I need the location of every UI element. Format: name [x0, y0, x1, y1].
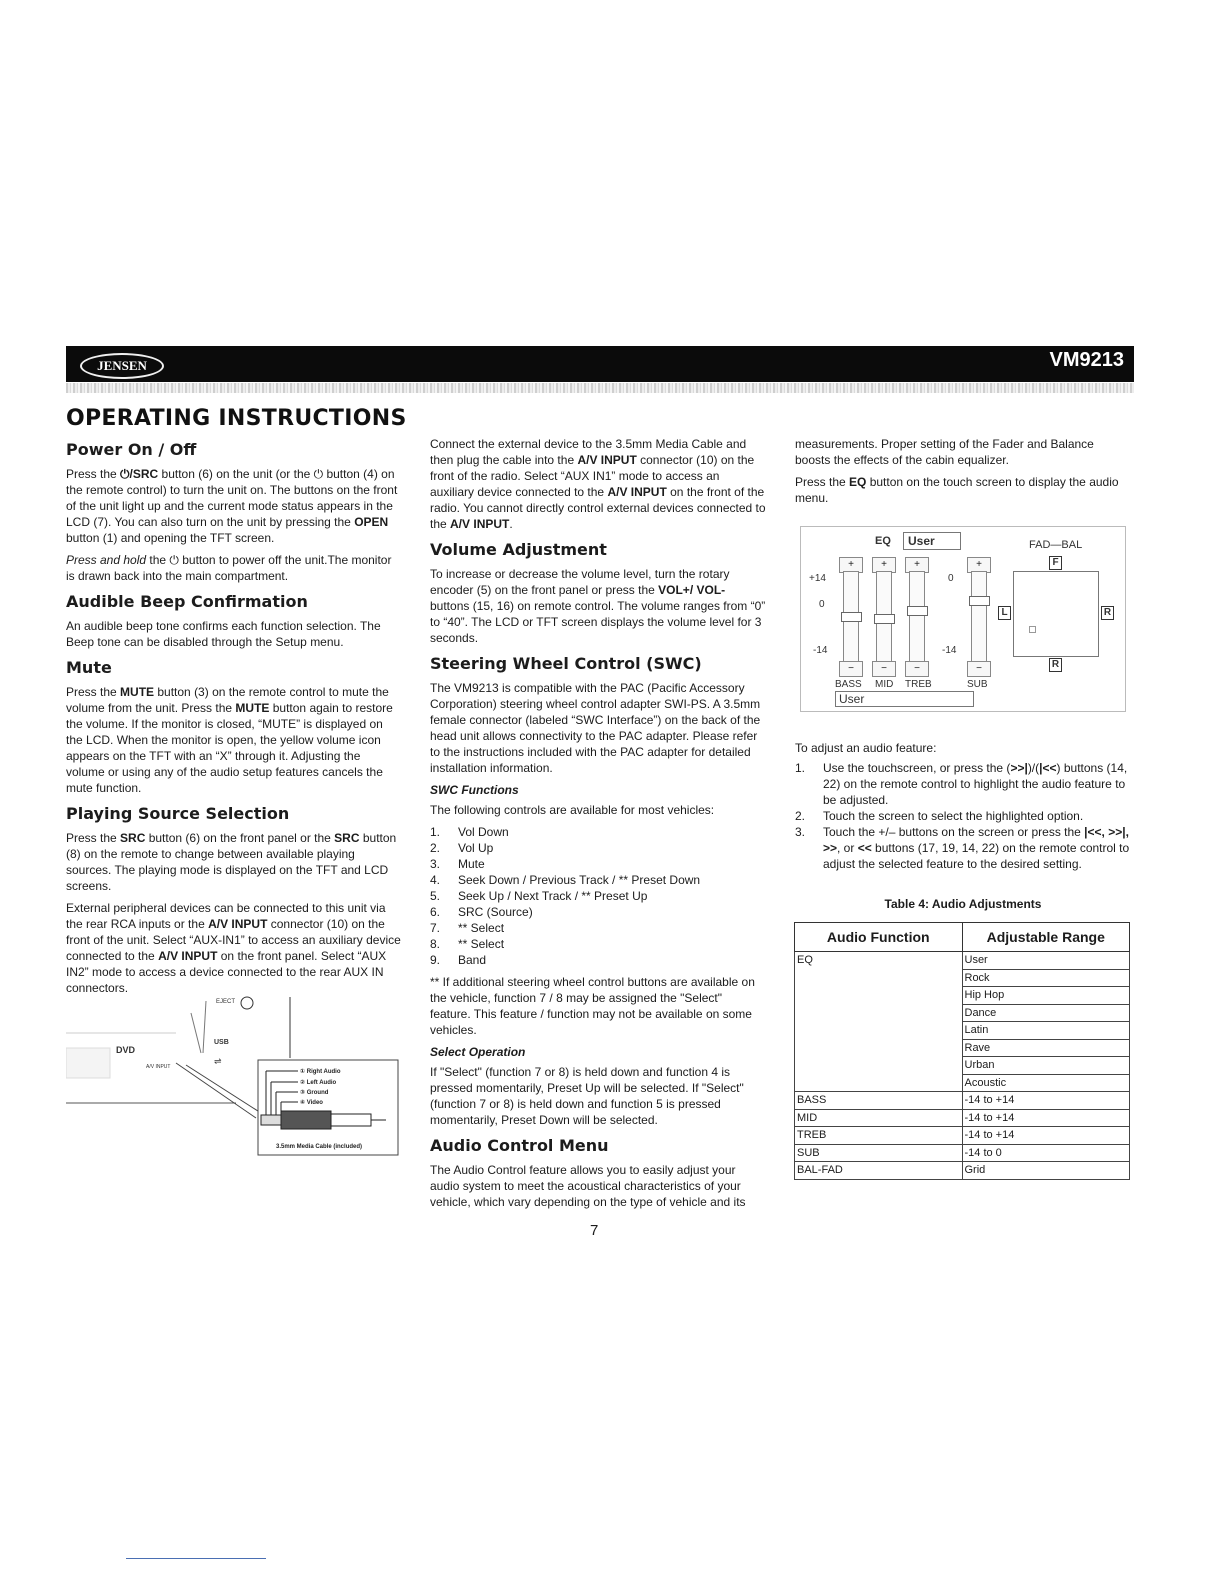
treb-label: TREB: [905, 679, 932, 690]
list-item: 1. Use the touchscreen, or press the (>>|)/(|<<) buttons (14, 22) on the remote control to highlight the audio feature to be adjusted.: [795, 761, 1128, 807]
list-item: 3. Touch the +/– buttons on the screen or press the |<<, >>|, >>, or << buttons (17, 19, 14, 22) on the remote control to adjust the selected feature to the desired setting.: [795, 825, 1130, 871]
column-2: [430, 436, 766, 1216]
sub-scale-zero: 0: [948, 573, 954, 584]
right-audio-label: ① Right Audio: [300, 1069, 341, 1075]
balance-left-button[interactable]: L: [998, 606, 1011, 620]
eq-preset-readout: User: [835, 691, 974, 707]
column-3: [795, 436, 1131, 512]
mid-minus-button[interactable]: −: [872, 661, 896, 677]
power-paragraph-1: Press the ⏻/SRC button (6) on the unit (or the ⏻ button (4) on the remote control) to turn the unit on. The buttons on the front of the unit light up and the current mode status appears in the LCD (7). You can also turn on the unit by pressing the OPEN button (1) and opening the TFT screen.: [66, 467, 398, 545]
table-cell: -14 to +14: [962, 1127, 1130, 1145]
footer-link-line: [126, 1558, 266, 1559]
table-cell: SUB: [795, 1144, 963, 1162]
table-cell: Rave: [962, 1039, 1130, 1057]
fader-balance-marker[interactable]: [1029, 626, 1036, 633]
table-row: [795, 1162, 1130, 1180]
table-row: [795, 952, 1130, 970]
sub-label: SUB: [967, 679, 988, 690]
video-label: ④ Video: [300, 1100, 323, 1106]
playing-paragraph-2: External peripheral devices can be connected to this unit via the rear RCA inputs or the A/V INPUT connector (10) on the front of the unit. Select “AUX-IN1” to access an auxiliary device connected to the A/V INPUT on the front panel. Select “AUX IN2” mode to access a device connected to the rear AUX IN connectors.: [66, 901, 401, 995]
swc-functions-intro: The following controls are available for most vehicles:: [430, 803, 715, 817]
av-input-diagram: [66, 993, 402, 1165]
page-number: 7: [590, 1222, 599, 1239]
bass-slider[interactable]: [843, 571, 859, 665]
list-item: 2. Vol Up: [430, 841, 494, 855]
sub-slider[interactable]: [971, 571, 987, 665]
bass-plus-button[interactable]: +: [839, 557, 863, 573]
model-number: VM9213: [1049, 349, 1124, 371]
audio-adjustments-table: [794, 922, 1130, 1180]
mid-plus-button[interactable]: +: [872, 557, 896, 573]
scale-minus14: -14: [813, 645, 828, 656]
adjust-steps: [795, 740, 1131, 872]
scale-plus14: +14: [809, 573, 826, 584]
table-header-row: [795, 923, 1130, 952]
table-cell: Hip Hop: [962, 987, 1130, 1005]
header-bar: [66, 346, 1134, 382]
left-audio-label: ② Left Audio: [300, 1080, 337, 1086]
usb-label: USB: [214, 1039, 229, 1046]
sub-plus-button[interactable]: +: [967, 557, 991, 573]
usb-icon: ⇌: [214, 1056, 222, 1066]
fader-balance-grid[interactable]: [1013, 571, 1099, 657]
swc-functions-heading: SWC Functions: [430, 783, 519, 797]
table-row: [795, 1092, 1130, 1110]
connect-paragraph: Connect the external device to the 3.5mm Media Cable and then plug the cable into the A/V INPUT connector (10) on the front of the radio. Select “AUX IN1” mode to access an auxiliary device connected to the A/V INPUT on the front of the radio. You cannot directly control external devices connected to the A/V INPUT.: [430, 437, 766, 531]
av-input-label: A/V INPUT: [146, 1064, 171, 1070]
dvd-logo: DVD: [116, 1045, 136, 1055]
fad-bal-label: FAD—BAL: [1029, 539, 1083, 551]
list-item: 2. Touch the screen to select the highlighted option.: [795, 809, 1084, 823]
column-1: [66, 432, 402, 1002]
table-cell: Dance: [962, 1004, 1130, 1022]
table-cell: TREB: [795, 1127, 963, 1145]
eject-label: EJECT: [216, 999, 236, 1005]
list-item: 5. Seek Up / Next Track / ** Preset Up: [430, 889, 648, 903]
ground-label: ③ Ground: [300, 1090, 329, 1096]
adjust-intro: To adjust an audio feature:: [795, 741, 937, 755]
bass-slider-knob[interactable]: [841, 612, 862, 622]
table-cell: Latin: [962, 1022, 1130, 1040]
list-item: 7. ** Select: [430, 921, 505, 935]
eq-panel: [800, 526, 1126, 712]
beep-paragraph: An audible beep tone confirms each function selection. The Beep tone can be disabled through the Setup menu.: [66, 619, 381, 649]
table-cell: MID: [795, 1109, 963, 1127]
table-cell: User: [962, 952, 1130, 970]
audio-menu-heading: Audio Control Menu: [430, 1136, 609, 1155]
mute-heading: Mute: [66, 658, 112, 677]
list-item: 4. Seek Down / Previous Track / ** Preset Down: [430, 873, 701, 887]
header-audio-function: Audio Function: [795, 923, 963, 952]
list-item: 6. SRC (Source): [430, 905, 533, 919]
table-row: [795, 1109, 1130, 1127]
list-item: 9. Band: [430, 953, 487, 967]
table-cell: -14 to 0: [962, 1144, 1130, 1162]
mid-slider[interactable]: [876, 571, 892, 665]
table-caption: Table 4: Audio Adjustments: [884, 897, 1042, 911]
bass-minus-button[interactable]: −: [839, 661, 863, 677]
playing-paragraph-1: Press the SRC button (6) on the front panel or the SRC button (8) on the remote to change between available playing sources. The playing mode is displayed on the TFT and LCD screens.: [66, 831, 397, 893]
table-row: [795, 1127, 1130, 1145]
volume-heading: Volume Adjustment: [430, 540, 607, 559]
jensen-logo: JENSEN: [80, 353, 164, 379]
list-item: 1. Vol Down: [430, 825, 509, 839]
table-cell: BASS: [795, 1092, 963, 1110]
header-texture: [66, 383, 1134, 393]
select-operation-paragraph: If "Select" (function 7 or 8) is held down and function 4 is pressed momentarily, Preset Up will be selected. If "Select" (function 7 or 8) is held down and function 5 is pressed momentarily, Preset Down will be selected.: [430, 1065, 744, 1127]
table-cell: Urban: [962, 1057, 1130, 1075]
table-cell: -14 to +14: [962, 1109, 1130, 1127]
eq-preset-selector[interactable]: User: [903, 532, 961, 550]
balance-right-button[interactable]: R: [1101, 606, 1114, 620]
treb-plus-button[interactable]: +: [905, 557, 929, 573]
audio-menu-paragraph-2: measurements. Proper setting of the Fader and Balance boosts the effects of the cabin equalizer.: [795, 437, 1094, 467]
sub-minus-button[interactable]: −: [967, 661, 991, 677]
power-paragraph-2: Press and hold the ⏻ button to power off the unit.The monitor is drawn back into the main compartment.: [66, 553, 392, 583]
treb-slider-knob[interactable]: [907, 606, 928, 616]
list-item: 8. ** Select: [430, 937, 505, 951]
table-cell: -14 to +14: [962, 1092, 1130, 1110]
swc-heading: Steering Wheel Control (SWC): [430, 654, 702, 673]
audio-menu-paragraph-1: The Audio Control feature allows you to easily adjust your audio system to meet the acoustical characteristics of your vehicle, which vary depending on the type of vehicle and its: [430, 1163, 746, 1209]
table-row: [795, 1144, 1130, 1162]
fader-front-button[interactable]: F: [1049, 556, 1062, 570]
mid-slider-knob[interactable]: [874, 614, 895, 624]
table-cell: Rock: [962, 969, 1130, 987]
fader-rear-button[interactable]: R: [1049, 658, 1062, 672]
power-heading: Power On / Off: [66, 440, 197, 459]
adjust-list: [795, 760, 1131, 872]
sub-scale-minus14: -14: [942, 645, 957, 656]
swc-note: ** If additional steering wheel control buttons are available on the vehicle, function 7 / 8 may be assigned the "Select" feature. This feature / function may not be available on some vehicles.: [430, 975, 755, 1037]
beep-heading: Audible Beep Confirmation: [66, 592, 308, 611]
table-cell: Acoustic: [962, 1074, 1130, 1092]
swc-paragraph: The VM9213 is compatible with the PAC (Pacific Accessory Corporation) steering wheel control adapter SWI-PS. A 3.5mm female connector (labeled “SWC Interface”) on the back of the head unit allows connectivity to the PAC adapter. Please refer to the instructions included with the PAC adapter for detailed installation information.: [430, 681, 761, 775]
cable-label: 3.5mm Media Cable (included): [276, 1144, 363, 1150]
select-operation-heading: Select Operation: [430, 1045, 526, 1059]
audio-menu-paragraph-3: Press the EQ button on the touch screen to display the audio menu.: [795, 475, 1119, 505]
volume-paragraph: To increase or decrease the volume level, turn the rotary encoder (5) on the front panel or press the VOL+/ VOL- buttons (15, 16) on remote control. The volume ranges from “0” to “40”. The LCD or TFT screen displays the volume level for 3 seconds.: [430, 567, 766, 645]
treb-minus-button[interactable]: −: [905, 661, 929, 677]
mid-label: MID: [875, 679, 894, 690]
table-cell: BAL-FAD: [795, 1162, 963, 1180]
playing-heading: Playing Source Selection: [66, 804, 290, 823]
scale-zero: 0: [819, 599, 825, 610]
swc-functions-list: [430, 824, 766, 968]
sub-slider-knob[interactable]: [969, 596, 990, 606]
page-title: OPERATING INSTRUCTIONS: [66, 406, 407, 431]
mute-paragraph: Press the MUTE button (3) on the remote control to mute the volume from the unit. Press the MUTE button again to restore the volume. If the monitor is closed, “MUTE” is displayed on the LCD. When the monitor is open, the yellow volume icon appears on the TFT with an “X” through it. Adjusting the volume or using any of the audio setup features cancels the mute function.: [66, 685, 393, 795]
eq-cell: EQ: [795, 952, 963, 1092]
header-adjustable-range: Adjustable Range: [962, 923, 1130, 952]
table-cell: Grid: [962, 1162, 1130, 1180]
treb-slider[interactable]: [909, 571, 925, 665]
eq-label: EQ: [875, 535, 891, 547]
list-item: 3. Mute: [430, 857, 485, 871]
bass-label: BASS: [835, 679, 862, 690]
